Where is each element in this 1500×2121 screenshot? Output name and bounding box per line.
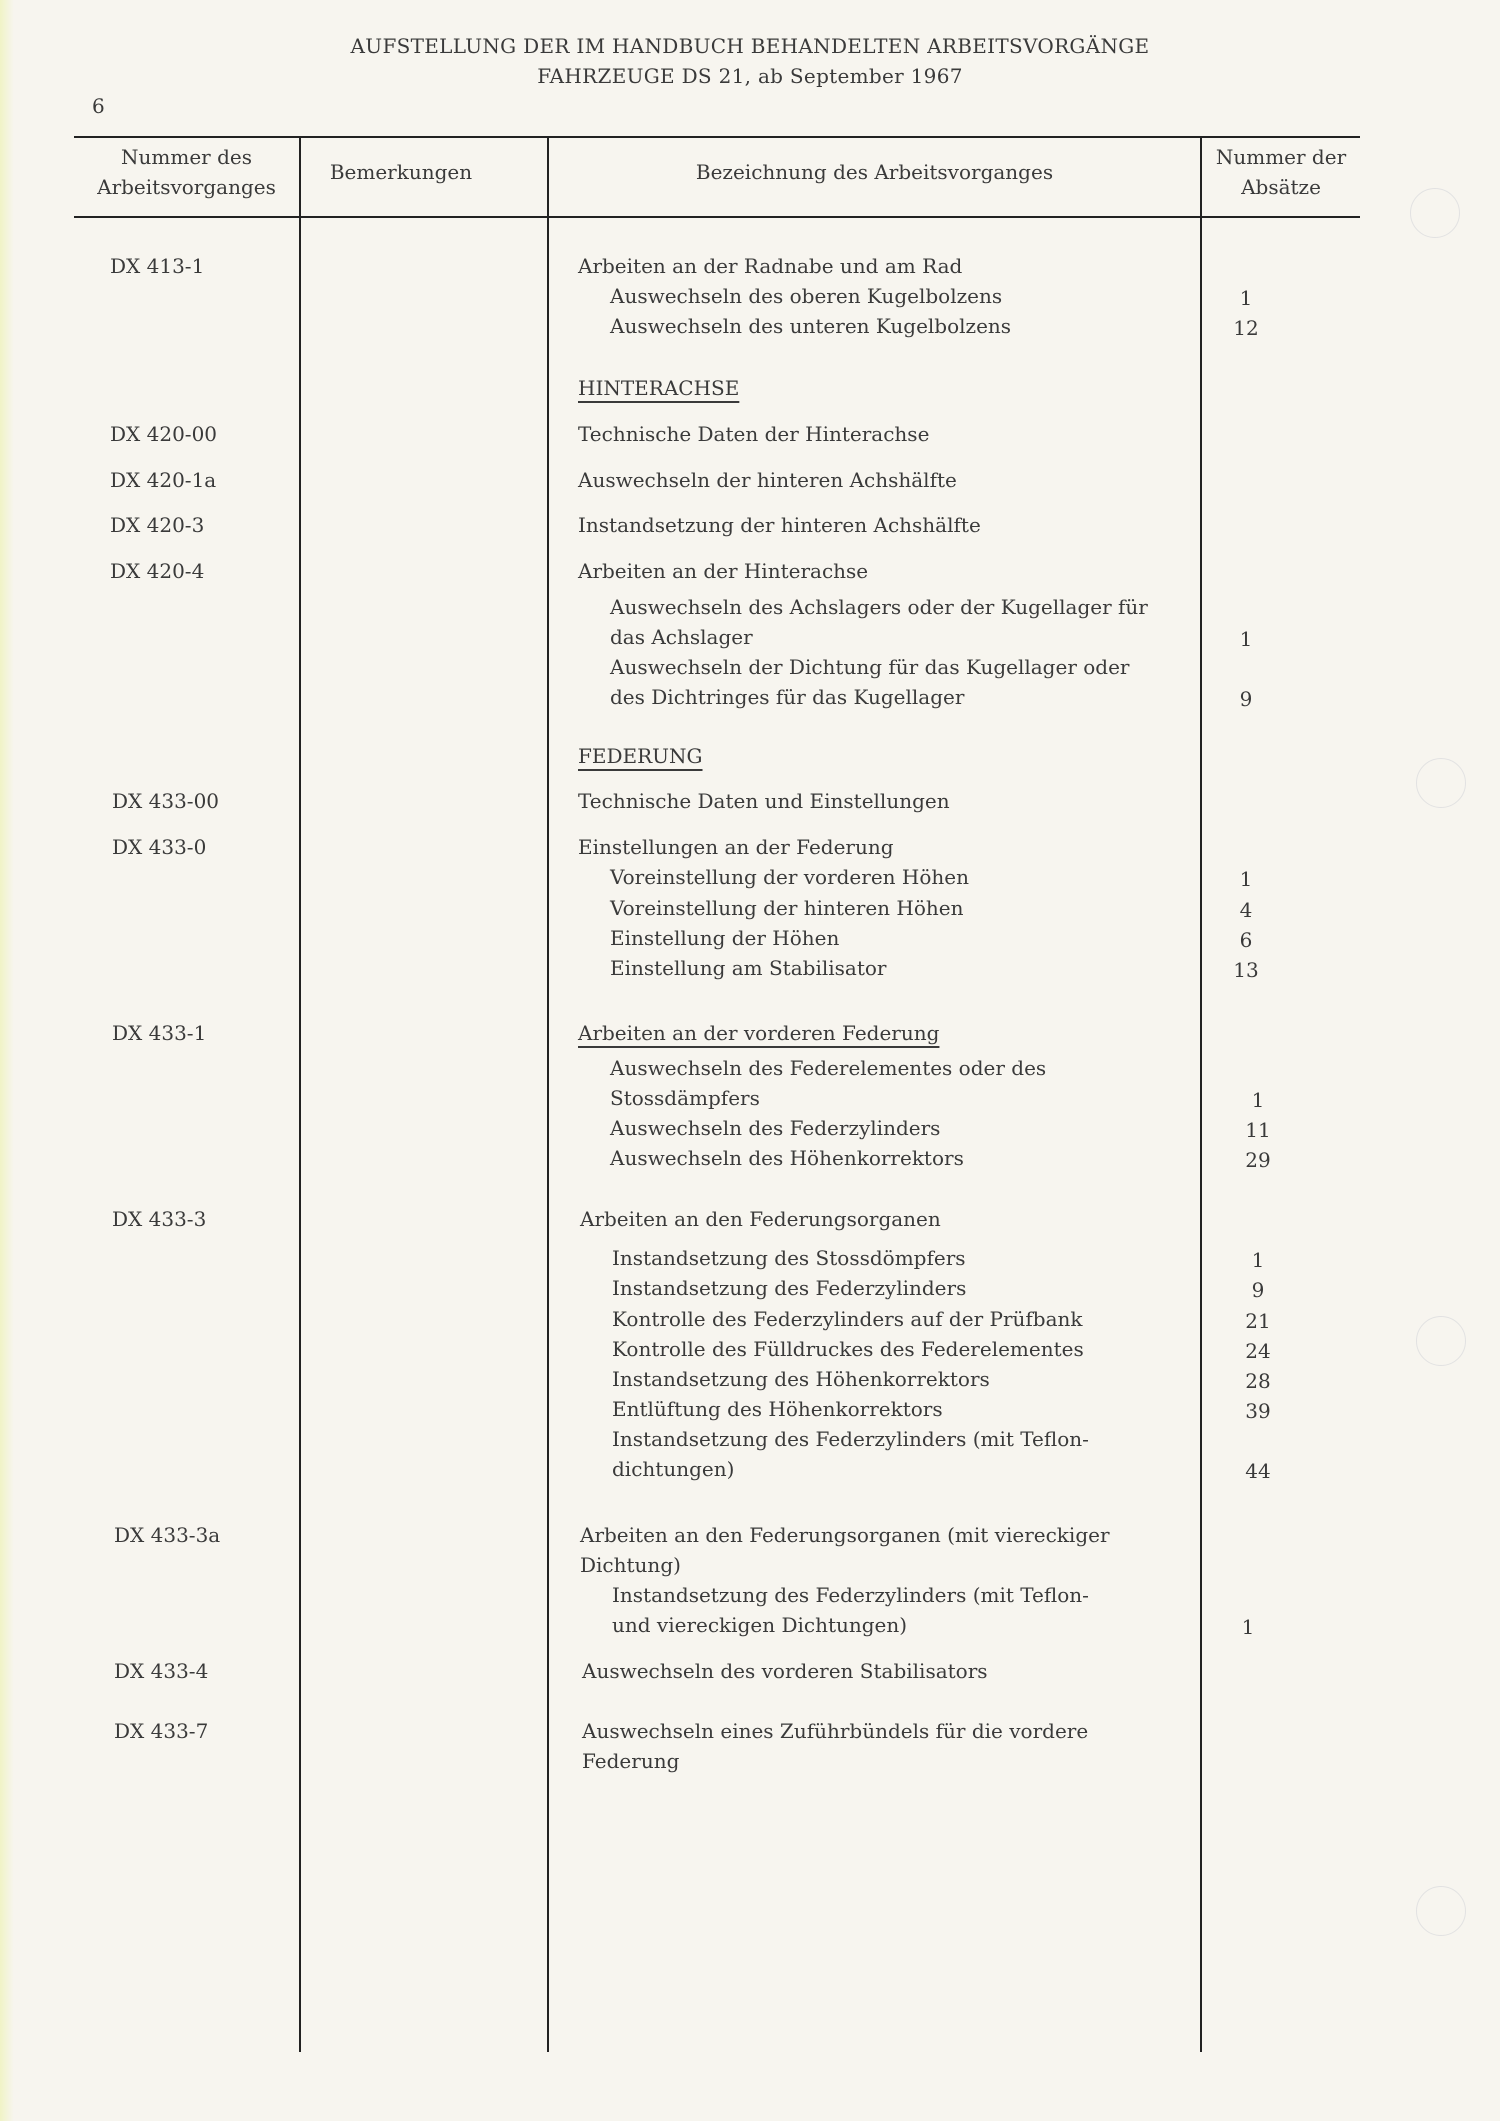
paragraph-number: 29 xyxy=(1245,1148,1271,1172)
operation-code: DX 420-00 xyxy=(110,422,218,446)
paragraph-number: 1 xyxy=(1239,627,1253,651)
punch-hole xyxy=(1416,758,1466,808)
header-bezeichnung: Bezeichnung des Arbeitsvorganges xyxy=(695,160,1054,184)
section-heading: HINTERACHSE xyxy=(578,376,740,400)
operation-description: Arbeiten an den Federungsorganen (mit viereckiger xyxy=(580,1523,1110,1547)
operation-description: Arbeiten an der vorderen Federung xyxy=(578,1021,940,1045)
sub-operation-text: Auswechseln des unteren Kugelbolzens xyxy=(610,314,1012,338)
sub-operation-text: Einstellung der Höhen xyxy=(610,926,840,950)
operation-description: Technische Daten der Hinterachse xyxy=(578,422,930,446)
operation-description: Auswechseln des vorderen Stabilisators xyxy=(582,1659,988,1683)
sub-operation-text: Auswechseln des Höhenkorrektors xyxy=(610,1146,964,1170)
paragraph-number: 1 xyxy=(1241,1615,1255,1639)
sub-operation-text: dichtungen) xyxy=(612,1457,735,1481)
sub-operation-text: Auswechseln des oberen Kugelbolzens xyxy=(610,284,1003,308)
sub-operation-text: Stossdämpfers xyxy=(610,1086,760,1110)
sub-operation-text: Kontrolle des Federzylinders auf der Prüfbank xyxy=(612,1307,1083,1331)
paragraph-number: 1 xyxy=(1251,1248,1265,1272)
operation-code: DX 413-1 xyxy=(110,254,205,278)
punch-hole xyxy=(1416,1886,1466,1936)
paragraph-number: 39 xyxy=(1245,1399,1271,1423)
sub-operation-text: Instandsetzung des Federzylinders (mit Teflon- xyxy=(612,1583,1089,1607)
operation-description: Dichtung) xyxy=(580,1553,681,1577)
sub-operation-text: Instandsetzung des Stossdömpfers xyxy=(612,1246,966,1270)
sub-operation-text: des Dichtringes für das Kugellager xyxy=(610,685,965,709)
paragraph-number: 12 xyxy=(1233,316,1259,340)
paragraph-number: 1 xyxy=(1239,286,1253,310)
sub-operation-text: das Achslager xyxy=(610,625,753,649)
operation-code: DX 433-3a xyxy=(114,1523,221,1547)
sub-operation-text: Auswechseln des Federelementes oder des xyxy=(610,1056,1047,1080)
paragraph-number: 24 xyxy=(1245,1339,1271,1363)
operation-code: DX 420-1a xyxy=(110,468,217,492)
operation-code: DX 433-3 xyxy=(112,1207,207,1231)
punch-hole xyxy=(1416,1316,1466,1366)
sub-operation-text: Instandsetzung des Federzylinders xyxy=(612,1276,967,1300)
sub-operation-text: Auswechseln der Dichtung für das Kugellager oder xyxy=(610,655,1130,679)
sub-operation-text: Kontrolle des Fülldruckes des Federelementes xyxy=(612,1337,1084,1361)
operation-description: Instandsetzung der hinteren Achshälfte xyxy=(578,513,981,537)
table-top-rule xyxy=(74,136,1360,138)
sub-operation-text: Entlüftung des Höhenkorrektors xyxy=(612,1397,943,1421)
paragraph-number: 9 xyxy=(1251,1278,1265,1302)
paragraph-number: 44 xyxy=(1245,1459,1271,1483)
document-subtitle: FAHRZEUGE DS 21, ab September 1967 xyxy=(537,64,963,88)
table-header-rule xyxy=(74,216,1360,218)
operation-description: Federung xyxy=(582,1749,680,1773)
sub-operation-text: Auswechseln des Achslagers oder der Kugellager für xyxy=(610,595,1148,619)
document-title: AUFSTELLUNG DER IM HANDBUCH BEHANDELTEN ARBEITSVORGÄNGE xyxy=(350,34,1150,58)
operation-code: DX 433-1 xyxy=(112,1021,207,1045)
operation-description: Auswechseln eines Zuführbündels für die vordere xyxy=(582,1719,1089,1743)
section-heading: FEDERUNG xyxy=(578,744,703,768)
operation-code: DX 433-7 xyxy=(114,1719,209,1743)
paragraph-number: 9 xyxy=(1239,687,1253,711)
operation-description: Arbeiten an den Federungsorganen xyxy=(580,1207,941,1231)
sub-operation-text: Instandsetzung des Federzylinders (mit Teflon- xyxy=(612,1427,1089,1451)
operation-description: Technische Daten und Einstellungen xyxy=(578,789,950,813)
paragraph-number: 4 xyxy=(1239,898,1253,922)
operation-code: DX 420-3 xyxy=(110,513,205,537)
paragraph-number: 11 xyxy=(1245,1118,1271,1142)
operation-code: DX 433-0 xyxy=(112,835,207,859)
paragraph-number: 1 xyxy=(1239,867,1253,891)
operation-description: Arbeiten an der Hinterachse xyxy=(578,559,869,583)
punch-hole xyxy=(1410,188,1460,238)
column-divider-2 xyxy=(547,136,549,2052)
operation-code: DX 433-00 xyxy=(112,789,220,813)
sub-operation-text: Einstellung am Stabilisator xyxy=(610,956,887,980)
sub-operation-text: und viereckigen Dichtungen) xyxy=(612,1613,908,1637)
paragraph-number: 1 xyxy=(1251,1088,1265,1112)
column-divider-1 xyxy=(299,136,301,2052)
sub-operation-text: Voreinstellung der vorderen Höhen xyxy=(610,865,969,889)
paragraph-number: 28 xyxy=(1245,1369,1271,1393)
paragraph-number: 21 xyxy=(1245,1309,1271,1333)
sub-operation-text: Instandsetzung des Höhenkorrektors xyxy=(612,1367,990,1391)
column-divider-3 xyxy=(1200,136,1202,2052)
page-edge xyxy=(0,0,14,2121)
sub-operation-text: Voreinstellung der hinteren Höhen xyxy=(610,896,964,920)
sub-operation-text: Auswechseln des Federzylinders xyxy=(610,1116,941,1140)
paragraph-number: 6 xyxy=(1239,928,1253,952)
header-nummer-des-arbeitsvorganges: Nummer des Arbeitsvorganges xyxy=(97,145,276,199)
operation-description: Arbeiten an der Radnabe und am Rad xyxy=(578,254,963,278)
paragraph-number: 13 xyxy=(1233,958,1259,982)
page-number: 6 xyxy=(92,94,105,118)
header-bemerkungen: Bemerkungen xyxy=(329,160,473,184)
operation-code: DX 433-4 xyxy=(114,1659,209,1683)
operation-code: DX 420-4 xyxy=(110,559,205,583)
header-nummer-der-absaetze: Nummer der Absätze xyxy=(1215,145,1347,199)
operation-description: Einstellungen an der Federung xyxy=(578,835,894,859)
operation-description: Auswechseln der hinteren Achshälfte xyxy=(578,468,957,492)
